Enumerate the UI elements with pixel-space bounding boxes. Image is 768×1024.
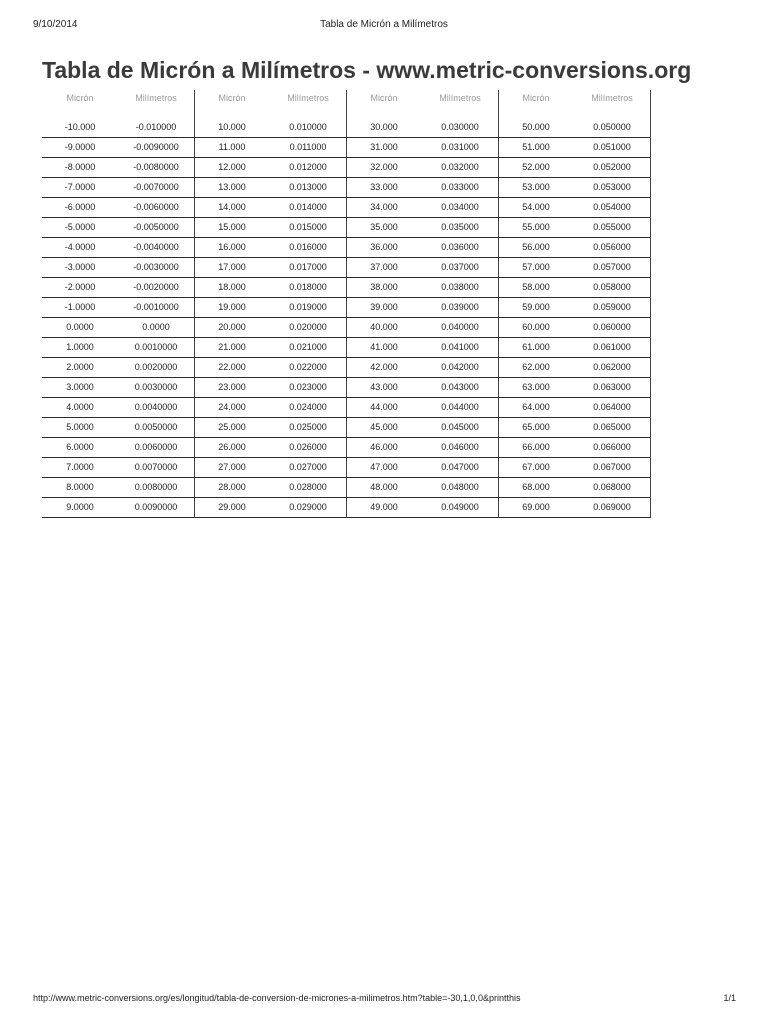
table-row [42, 258, 194, 278]
column-header-millimeters: Milímetros [439, 93, 481, 103]
column-header-micron: Micrón [66, 93, 94, 103]
micron-value: 43.000 [370, 382, 398, 392]
millimeter-value: 0.037000 [441, 262, 479, 272]
millimeter-value: 0.056000 [593, 242, 631, 252]
conversion-table-4 [498, 90, 651, 518]
micron-value: 53.000 [522, 182, 550, 192]
table-row [42, 118, 194, 138]
millimeter-value: 0.036000 [441, 242, 479, 252]
table-row [498, 298, 650, 318]
micron-value: -1.0000 [64, 302, 96, 312]
millimeter-value: 0.051000 [593, 142, 631, 152]
millimeter-value: 0.033000 [441, 182, 479, 192]
micron-value: 16.000 [218, 242, 246, 252]
table-row [194, 258, 346, 278]
micron-value: 37.000 [370, 262, 398, 272]
micron-value: 19.000 [218, 302, 246, 312]
micron-value: 67.000 [522, 462, 550, 472]
table-row [346, 278, 498, 298]
table-row [498, 318, 650, 338]
table-row [194, 178, 346, 198]
millimeter-value: 0.063000 [593, 382, 631, 392]
table-row [194, 318, 346, 338]
millimeter-value: 0.0030000 [134, 382, 178, 392]
millimeter-value: 0.042000 [441, 362, 479, 372]
millimeter-value: 0.047000 [441, 462, 479, 472]
millimeter-value: 0.0010000 [134, 342, 178, 352]
micron-value: 29.000 [218, 502, 246, 512]
micron-value: 44.000 [370, 402, 398, 412]
micron-value: 39.000 [370, 302, 398, 312]
table-row [498, 418, 650, 438]
micron-value: 49.000 [370, 502, 398, 512]
micron-value: 52.000 [522, 162, 550, 172]
table-row [498, 138, 650, 158]
micron-value: -8.0000 [64, 162, 96, 172]
table-row [346, 218, 498, 238]
millimeter-value: -0.0010000 [133, 302, 179, 312]
millimeter-value: 0.054000 [593, 202, 631, 212]
millimeter-value: 0.023000 [289, 382, 327, 392]
micron-value: 33.000 [370, 182, 398, 192]
millimeter-value: 0.020000 [289, 322, 327, 332]
print-header-date: 9/10/2014 [33, 19, 78, 30]
millimeter-value: -0.0020000 [133, 282, 179, 292]
millimeter-value: 0.032000 [441, 162, 479, 172]
micron-value: 57.000 [522, 262, 550, 272]
millimeter-value: 0.026000 [289, 442, 327, 452]
table-row [498, 158, 650, 178]
table-row [42, 358, 194, 378]
millimeter-value: 0.053000 [593, 182, 631, 192]
table-row [498, 178, 650, 198]
table-row [346, 438, 498, 458]
micron-value: 66.000 [522, 442, 550, 452]
table-row [194, 278, 346, 298]
table-row [498, 378, 650, 398]
millimeter-value: 0.038000 [441, 282, 479, 292]
table-row [194, 158, 346, 178]
millimeter-value: 0.021000 [289, 342, 327, 352]
micron-value: 46.000 [370, 442, 398, 452]
millimeter-value: 0.014000 [289, 202, 327, 212]
millimeter-value: 0.0070000 [134, 462, 178, 472]
micron-value: 0.0000 [66, 322, 94, 332]
millimeter-value: 0.043000 [441, 382, 479, 392]
millimeter-value: 0.045000 [441, 422, 479, 432]
micron-value: -10.000 [64, 122, 96, 132]
conversion-table-1 [42, 90, 195, 518]
conversion-table-2 [194, 90, 347, 518]
table-row [346, 158, 498, 178]
micron-value: 14.000 [218, 202, 246, 212]
micron-value: 68.000 [522, 482, 550, 492]
table-row [42, 178, 194, 198]
millimeter-value: 0.057000 [593, 262, 631, 272]
table-row [346, 198, 498, 218]
millimeter-value: 0.041000 [441, 342, 479, 352]
millimeter-value: 0.030000 [441, 122, 479, 132]
micron-value: -7.0000 [64, 182, 96, 192]
millimeter-value: 0.050000 [593, 122, 631, 132]
millimeter-value: 0.024000 [289, 402, 327, 412]
micron-value: 32.000 [370, 162, 398, 172]
millimeter-value: -0.0030000 [133, 262, 179, 272]
millimeter-value: 0.040000 [441, 322, 479, 332]
micron-value: 3.0000 [66, 382, 94, 392]
millimeter-value: -0.010000 [135, 122, 177, 132]
table-row [346, 418, 498, 438]
table-row [498, 118, 650, 138]
table-row [498, 198, 650, 218]
millimeter-value: 0.044000 [441, 402, 479, 412]
millimeter-value: 0.027000 [289, 462, 327, 472]
micron-value: 28.000 [218, 482, 246, 492]
millimeter-value: 0.011000 [289, 142, 327, 152]
millimeter-value: 0.0050000 [134, 422, 178, 432]
micron-value: 55.000 [522, 222, 550, 232]
conversion-table-3 [346, 90, 499, 518]
table-row [498, 438, 650, 458]
millimeter-value: 0.049000 [441, 502, 479, 512]
micron-value: 22.000 [218, 362, 246, 372]
micron-value: 61.000 [522, 342, 550, 352]
table-row [498, 478, 650, 498]
micron-value: 59.000 [522, 302, 550, 312]
micron-value: 5.0000 [66, 422, 94, 432]
table-row [346, 378, 498, 398]
micron-value: 30.000 [370, 122, 398, 132]
micron-value: 23.000 [218, 382, 246, 392]
micron-value: 65.000 [522, 422, 550, 432]
micron-value: 58.000 [522, 282, 550, 292]
table-row [498, 338, 650, 358]
table-row [194, 478, 346, 498]
micron-value: 20.000 [218, 322, 246, 332]
table-row [42, 438, 194, 458]
millimeter-value: 0.031000 [441, 142, 479, 152]
micron-value: 34.000 [370, 202, 398, 212]
millimeter-value: 0.055000 [593, 222, 631, 232]
millimeter-value: -0.0060000 [133, 202, 179, 212]
micron-value: 13.000 [218, 182, 246, 192]
print-footer-url: http://www.metric-conversions.org/es/longitud/tabla-de-conversion-de-micrones-a-milimetros.htm?table=-30,1,0,0&printthis [33, 993, 521, 1003]
millimeter-value: 0.061000 [593, 342, 631, 352]
micron-value: 42.000 [370, 362, 398, 372]
micron-value: 54.000 [522, 202, 550, 212]
millimeter-value: 0.029000 [289, 502, 327, 512]
micron-value: 69.000 [522, 502, 550, 512]
table-row [42, 138, 194, 158]
millimeter-value: 0.0090000 [134, 502, 178, 512]
micron-value: -3.0000 [64, 262, 96, 272]
table-row [42, 498, 194, 518]
table-row [194, 198, 346, 218]
table-row [42, 418, 194, 438]
print-footer-page: 1/1 [723, 993, 736, 1003]
table-row [42, 278, 194, 298]
millimeter-value: 0.0000 [142, 322, 170, 332]
table-row [194, 378, 346, 398]
table-row [194, 458, 346, 478]
micron-value: 35.000 [370, 222, 398, 232]
millimeter-value: 0.046000 [441, 442, 479, 452]
millimeter-value: 0.018000 [289, 282, 327, 292]
micron-value: 62.000 [522, 362, 550, 372]
table-row [346, 298, 498, 318]
millimeter-value: 0.052000 [593, 162, 631, 172]
table-row [42, 458, 194, 478]
millimeter-value: 0.034000 [441, 202, 479, 212]
millimeter-value: 0.0060000 [134, 442, 178, 452]
table-row [42, 378, 194, 398]
micron-value: 27.000 [218, 462, 246, 472]
micron-value: -4.0000 [64, 242, 96, 252]
micron-value: 10.000 [218, 122, 246, 132]
table-row [194, 438, 346, 458]
micron-value: 31.000 [370, 142, 398, 152]
millimeter-value: 0.058000 [593, 282, 631, 292]
table-row [42, 338, 194, 358]
table-row [346, 458, 498, 478]
micron-value: 41.000 [370, 342, 398, 352]
table-row [194, 358, 346, 378]
micron-value: 45.000 [370, 422, 398, 432]
table-row [194, 138, 346, 158]
table-row [194, 118, 346, 138]
millimeter-value: 0.025000 [289, 422, 327, 432]
table-row [346, 258, 498, 278]
millimeter-value: 0.060000 [593, 322, 631, 332]
column-header-micron: Micrón [218, 93, 246, 103]
micron-value: 64.000 [522, 402, 550, 412]
table-row [346, 398, 498, 418]
column-header-millimeters: Milímetros [591, 93, 633, 103]
table-row [194, 398, 346, 418]
table-row [42, 218, 194, 238]
millimeter-value: 0.016000 [289, 242, 327, 252]
table-row [42, 318, 194, 338]
millimeter-value: 0.067000 [593, 462, 631, 472]
millimeter-value: 0.0080000 [134, 482, 178, 492]
micron-value: 63.000 [522, 382, 550, 392]
table-row [498, 358, 650, 378]
micron-value: 7.0000 [66, 462, 94, 472]
millimeter-value: 0.028000 [289, 482, 327, 492]
table-row [346, 478, 498, 498]
micron-value: -5.0000 [64, 222, 96, 232]
micron-value: 60.000 [522, 322, 550, 332]
millimeter-value: 0.066000 [593, 442, 631, 452]
micron-value: 50.000 [522, 122, 550, 132]
table-row [194, 338, 346, 358]
table-row [346, 138, 498, 158]
table-row [346, 358, 498, 378]
table-row [498, 398, 650, 418]
micron-value: 6.0000 [66, 442, 94, 452]
table-row [194, 298, 346, 318]
millimeter-value: -0.0080000 [133, 162, 179, 172]
table-row [346, 238, 498, 258]
table-row [498, 258, 650, 278]
micron-value: 38.000 [370, 282, 398, 292]
table-row [346, 338, 498, 358]
micron-value: -6.0000 [64, 202, 96, 212]
millimeter-value: 0.064000 [593, 402, 631, 412]
micron-value: -2.0000 [64, 282, 96, 292]
print-header-title: Tabla de Micrón a Milímetros [320, 19, 448, 30]
table-row [498, 458, 650, 478]
millimeter-value: -0.0090000 [133, 142, 179, 152]
millimeter-value: 0.010000 [289, 122, 327, 132]
micron-value: 40.000 [370, 322, 398, 332]
micron-value: 36.000 [370, 242, 398, 252]
micron-value: 24.000 [218, 402, 246, 412]
micron-value: 21.000 [218, 342, 246, 352]
millimeter-value: 0.048000 [441, 482, 479, 492]
table-row [42, 398, 194, 418]
table-row [42, 158, 194, 178]
micron-value: 18.000 [218, 282, 246, 292]
column-header-millimeters: Milímetros [287, 93, 329, 103]
table-row [194, 498, 346, 518]
table-row [42, 298, 194, 318]
table-row [346, 318, 498, 338]
table-header-row [498, 90, 650, 118]
micron-value: 4.0000 [66, 402, 94, 412]
millimeter-value: -0.0040000 [133, 242, 179, 252]
column-header-micron: Micrón [370, 93, 398, 103]
table-header-row [194, 90, 346, 118]
micron-value: 12.000 [218, 162, 246, 172]
table-row [346, 498, 498, 518]
millimeter-value: 0.012000 [289, 162, 327, 172]
millimeter-value: 0.039000 [441, 302, 479, 312]
micron-value: 8.0000 [66, 482, 94, 492]
table-row [194, 238, 346, 258]
millimeter-value: 0.062000 [593, 362, 631, 372]
table-row [346, 118, 498, 138]
millimeter-value: 0.069000 [593, 502, 631, 512]
micron-value: 2.0000 [66, 362, 94, 372]
table-row [498, 238, 650, 258]
millimeter-value: 0.059000 [593, 302, 631, 312]
millimeter-value: 0.035000 [441, 222, 479, 232]
micron-value: 9.0000 [66, 502, 94, 512]
millimeter-value: 0.019000 [289, 302, 327, 312]
table-row [498, 218, 650, 238]
table-row [42, 238, 194, 258]
micron-value: 47.000 [370, 462, 398, 472]
table-header-row [42, 90, 194, 118]
millimeter-value: -0.0050000 [133, 222, 179, 232]
table-header-row [346, 90, 498, 118]
millimeter-value: 0.0020000 [134, 362, 178, 372]
table-row [42, 478, 194, 498]
micron-value: 51.000 [522, 142, 550, 152]
millimeter-value: 0.017000 [289, 262, 327, 272]
page-title: Tabla de Micrón a Milímetros - www.metric-conversions.org [42, 57, 692, 83]
millimeter-value: 0.015000 [289, 222, 327, 232]
table-row [194, 418, 346, 438]
micron-value: 17.000 [218, 262, 246, 272]
millimeter-value: -0.0070000 [133, 182, 179, 192]
micron-value: 15.000 [218, 222, 246, 232]
table-row [498, 278, 650, 298]
millimeter-value: 0.068000 [593, 482, 631, 492]
column-header-millimeters: Milímetros [135, 93, 177, 103]
micron-value: 25.000 [218, 422, 246, 432]
table-row [346, 178, 498, 198]
micron-value: -9.0000 [64, 142, 96, 152]
table-row [498, 498, 650, 518]
millimeter-value: 0.0040000 [134, 402, 178, 412]
table-row [42, 198, 194, 218]
micron-value: 1.0000 [66, 342, 94, 352]
table-row [194, 218, 346, 238]
micron-value: 48.000 [370, 482, 398, 492]
micron-value: 26.000 [218, 442, 246, 452]
millimeter-value: 0.065000 [593, 422, 631, 432]
column-header-micron: Micrón [522, 93, 550, 103]
millimeter-value: 0.022000 [289, 362, 327, 372]
micron-value: 56.000 [522, 242, 550, 252]
millimeter-value: 0.013000 [289, 182, 327, 192]
micron-value: 11.000 [218, 142, 246, 152]
